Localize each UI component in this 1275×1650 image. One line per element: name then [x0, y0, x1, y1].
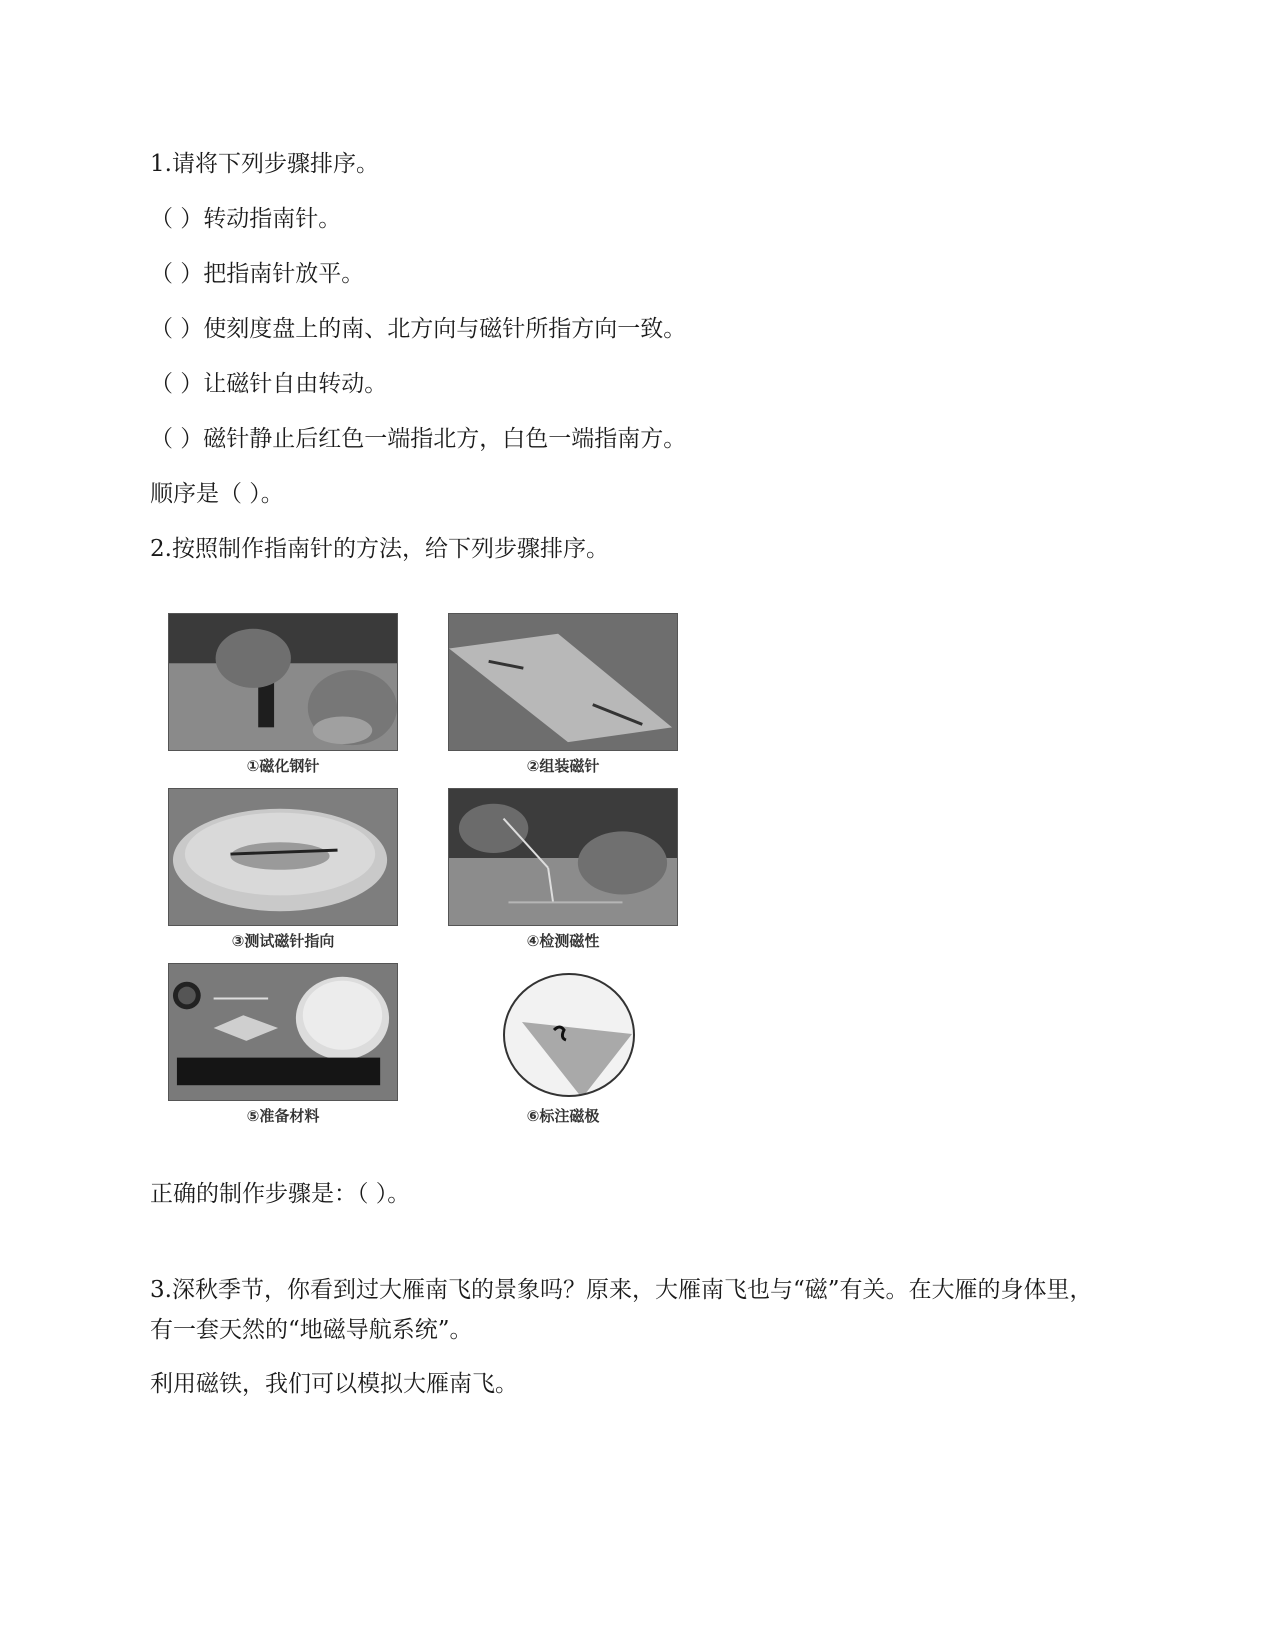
photo-detect-magnetism	[448, 788, 678, 926]
q3-text-2: 利用磁铁，我们可以模拟大雁南飞。	[150, 1371, 518, 1397]
photo-prepare-materials	[168, 963, 398, 1101]
q1-step-1: （ ）转动指南针。	[150, 206, 342, 232]
caption-5: ⑤准备材料	[246, 1107, 320, 1125]
q1-step-2: （ ）把指南针放平。	[150, 261, 365, 287]
caption-4: ④检测磁性	[526, 932, 600, 950]
caption-1: ①磁化钢针	[246, 757, 320, 775]
q2-answer: 正确的制作步骤是：（ ）。	[150, 1181, 411, 1207]
photo-mark-poles	[502, 972, 636, 1098]
photo-magnetize-needle	[168, 613, 398, 751]
q1-order: 顺序是（ ）。	[150, 481, 284, 507]
q1-step-4: （ ）让磁针自由转动。	[150, 371, 388, 397]
q3-text: 3.深秋季节，你看到过大雁南飞的景象吗？原来，大雁南飞也与“磁”有关。在大雁的身体里，有一套天然的“地磁导航系统”。	[150, 1277, 1093, 1343]
q1-title: 1.请将下列步骤排序。	[150, 151, 379, 177]
photo-assemble-needle	[448, 613, 678, 751]
caption-6: ⑥标注磁极	[526, 1107, 600, 1125]
q1-step-3: （ ）使刻度盘上的南、北方向与磁针所指方向一致。	[150, 316, 687, 342]
q1-step-5: （ ）磁针静止后红色一端指北方，白色一端指南方。	[150, 426, 687, 452]
photo-test-direction	[168, 788, 398, 926]
caption-2: ②组装磁针	[526, 757, 600, 775]
q2-title: 2.按照制作指南针的方法，给下列步骤排序。	[150, 536, 609, 562]
caption-3: ③测试磁针指向	[231, 932, 335, 950]
